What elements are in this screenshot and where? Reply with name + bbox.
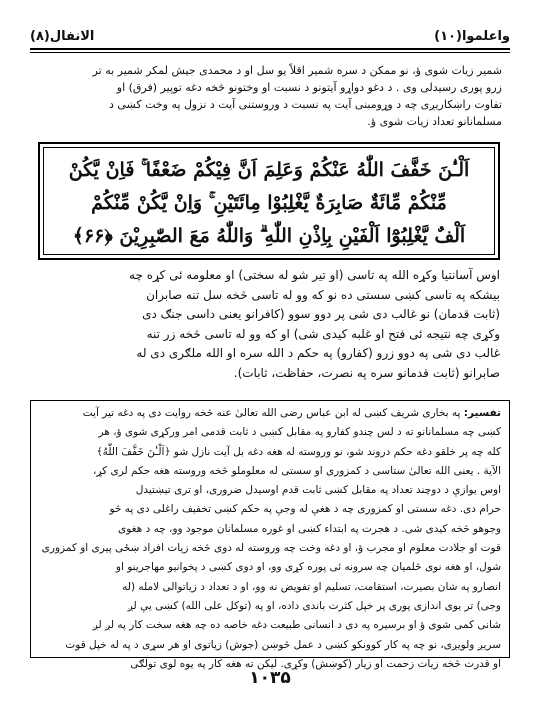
translation-line: اوس آسانتیا وکړه الله په تاسی (او تیر شو له سختی) او معلومه ئی کړه چه (129, 268, 500, 282)
intro-line: تفاوت راښکاریږی چه د وړومبنی آیت په نسبت د وروستنی آیت د نزول په وخت کښی د (108, 98, 502, 111)
verse-line: اَلْـٰٔنَ خَفَّفَ اللّٰهُ عَنْكُمْ وَعَلِمَ اَنَّ فِيْكُمْ ضَعْفًا ۚ فَاِنْ يَّكُنْ (68, 159, 470, 181)
header-rule-thick (30, 48, 510, 50)
intro-line: شمیر زیات شوی ؤ، نو ممکن د سره شمیر اقلاً یو سل او د محمدی جیش لمکر شمیر به تر (92, 64, 502, 77)
header-juz-label: واعلموا(۱۰) (434, 28, 510, 44)
tafsir-line: شول، او هغه نوی څلمیان چه سرونه ئی پوره کړی وو، او دوی کښی د پخوانیو مهاجرینو او (115, 561, 501, 574)
verse-frame (38, 142, 500, 260)
intro-line: مسلمانانو تعداد زیات شوی ؤ. (367, 115, 502, 128)
tafsir-line: الآیة . یعنی الله تعالیٰ ستاسی د کمزوری او سستی له معلوملو څخه وروسته هغه حکم لری کړ، (92, 464, 501, 477)
tafsir-first-line (39, 404, 501, 423)
tafsir-line: کښی چه مسلمانانو ته د لس چندو کفارو په مقابل کښی د ثابت قدمی امر ورکړی شوی ؤ، هر (98, 426, 501, 439)
tafsir-line: کله چه پر خلقو دغه حکم دروند شو، نو وروسته له هغه دغه بل آیت نازل شو ﴿اَلْـٰٔنَ خَفَّفَ اللّٰهُ﴾ (96, 445, 501, 458)
tafsir-line: انصارو په شان بصیرت، استقامت، تسلیم او تفویض نه وو، او د تعداد د زیاتوالی لامله (له (122, 580, 501, 593)
header-surah-label: الانفال(۸) (30, 28, 95, 44)
tafsir-line: وجوهو څخه کیدی شی. د هجرت په ابتداء کښی او غوره مسلمانان موجود وو، چه د هغوی (118, 522, 501, 535)
tafsir-line: قوت او جلادت معلوم او مجرب ؤ، او دغه وخت چه وروسته له دوی څخه زیات افراد ښځی پیری او کمزوری (41, 542, 501, 555)
translation-line: وکړی چه نتیجه ئی فتح او غلبه کیدی شی) او که وو له تاسی څخه زر تنه (146, 326, 500, 341)
translation-line: غالب دی شی په دوو زرو (کفارو) په حکم د الله سره او الله ملګری دی له (136, 346, 500, 360)
translation-line: بیشکه په تاسی کښی سستی ده نو که وو له تاسی څخه سل تنه صابران (146, 287, 500, 302)
tafsir-line: اوس یوازې د دوچند تعداد په مقابل کښی ثابت قدم اوسیدل ضروری، او تری تیښتیدل (135, 484, 501, 497)
translation-paragraph (38, 266, 500, 383)
translation-line: صابرانو (ثابت قدمانو سره په نصرت، حفاظت، ثابات). (233, 365, 500, 380)
intro-paragraph (38, 62, 502, 130)
page-header (30, 26, 510, 46)
tafsir-line: سریږ ولویږی، نو چه په کار کوونکو کښی د عمل څوښن (جوش) زیاتوی او هر سړی د په له خپل قوت (65, 638, 501, 651)
tafsir-text (39, 404, 501, 674)
tafsir-first-line-text: په بخاری شریف کښی له ابن عباس رضی الله تعالیٰ عنه څخه روایت دی په دغه تیر آیت (82, 407, 464, 419)
translation-line: (ثابت قدمان) نو غالب دی شی پر دوو سوو (کافرانو یعنی داسی جنګ دی (142, 307, 500, 321)
quran-verse (56, 154, 482, 253)
tafsir-line: حرام دی. دغه سستی او کمزوری چه د هغې له وجې په حکم کښی تخفیف راغلی دی په څو (109, 503, 501, 516)
tafsir-line: او قدرت څخه زیات زحمت او زیار (کوښش) وکړی. لیکن ته هغه کار په یوه لوی تولګی (130, 657, 501, 670)
tafsir-frame (30, 400, 510, 670)
page-number: ۱۰۳۵ (249, 668, 291, 688)
header-rule-thin (30, 52, 510, 53)
tafsir-label: تفسیر: (463, 407, 501, 419)
verse-line: اَلْفٌ يَّغْلِبُوْٓا اَلْفَيْنِ بِاِذْنِ اللّٰهِ ۗ وَاللّٰهُ مَعَ الصّٰبِرِيْنَ ﴿۶۶﴾ (72, 225, 466, 247)
tafsir-line: شانی کمی شوی ؤ او برسیره په دی د انسانی طبیعت دغه خاصه ده چه هغه سخت کار په لږ لږ (92, 619, 501, 632)
intro-line: زرو پوری رسیدلی وی . د دغو دواړو آیتونو د نسبت او وختونو څخه دغه توپیر (فرق) او (116, 81, 502, 94)
tafsir-line: وجی) تر یوی اندازی پوری پر خپل کثرت باندی داده، او په (توکل علی الله) کښی یې لږ (127, 599, 501, 612)
verse-line: مِّنْكُمْ مِّائَةٌ صَابِرَةٌ يَّغْلِبُوْا مِائَتَيْنِ ۚ وَاِنْ يَّكُنْ مِّنْكُمْ (91, 192, 447, 214)
